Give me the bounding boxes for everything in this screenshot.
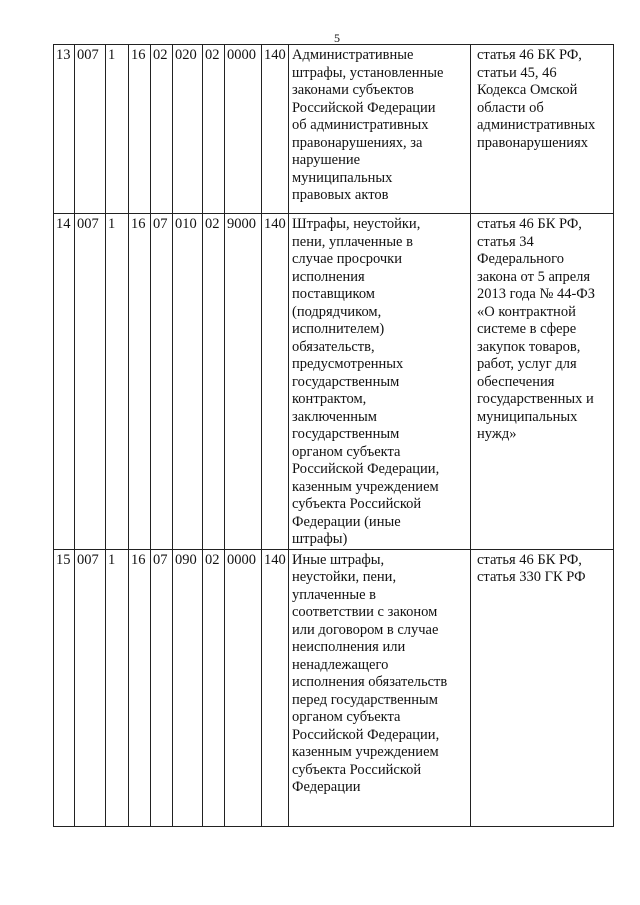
code-classification: 140 — [262, 549, 289, 826]
row-number: 13 — [54, 45, 75, 214]
code-group: 1 — [106, 549, 129, 826]
page-number: 5 — [334, 31, 340, 45]
row-number: 14 — [54, 214, 75, 550]
code-group: 1 — [106, 45, 129, 214]
code-subgroup: 16 — [129, 549, 151, 826]
table-row — [54, 214, 614, 550]
code-classification: 140 — [262, 214, 289, 550]
revenue-description: Штрафы, неустойки, пени, уплаченные в случае просрочки исполнения поставщиком (подрядчиком, исполнителем) обязательств, предусмотренных государственным контрактом, заключенным государственным органом субъекта Российской Федерации, казенным учреждением субъекта Российской Федерации (иные штрафы) — [289, 214, 471, 550]
code-subarticle: 010 — [173, 214, 203, 550]
table-row — [54, 45, 614, 214]
code-article: 02 — [151, 45, 173, 214]
admin-code: 007 — [75, 549, 106, 826]
revenue-description: Иные штрафы, неустойки, пени, уплаченные в соответствии с законом или договором в случае неисполнения или ненадлежащего исполнения обязательств перед государственным органом субъекта Российской Федерации, казенным учреждением субъекта Российской Федерации — [289, 549, 471, 826]
code-program: 9000 — [225, 214, 262, 550]
legal-basis: статья 46 БК РФ, статьи 45, 46 Кодекса Омской области об административных правонарушениях — [471, 45, 614, 214]
code-element: 02 — [203, 214, 225, 550]
admin-code: 007 — [75, 214, 106, 550]
code-program: 0000 — [225, 549, 262, 826]
code-element: 02 — [203, 549, 225, 826]
code-article: 07 — [151, 214, 173, 550]
code-element: 02 — [203, 45, 225, 214]
code-program: 0000 — [225, 45, 262, 214]
code-article: 07 — [151, 549, 173, 826]
code-subgroup: 16 — [129, 214, 151, 550]
row-number: 15 — [54, 549, 75, 826]
code-group: 1 — [106, 214, 129, 550]
code-subgroup: 16 — [129, 45, 151, 214]
revenue-codes-table — [53, 44, 614, 827]
code-subarticle: 020 — [173, 45, 203, 214]
legal-basis: статья 46 БК РФ, статья 330 ГК РФ — [471, 549, 614, 826]
table-row — [54, 549, 614, 826]
legal-basis: статья 46 БК РФ, статья 34 Федерального закона от 5 апреля 2013 года № 44-ФЗ «О контрактной системе в сфере закупок товаров, работ, услуг для обеспечения государственных и муниципальных нужд» — [471, 214, 614, 550]
admin-code: 007 — [75, 45, 106, 214]
revenue-description: Административные штрафы, установленные законами субъектов Российской Федерации об административных правонарушениях, за нарушение муниципальных правовых актов — [289, 45, 471, 214]
code-subarticle: 090 — [173, 549, 203, 826]
code-classification: 140 — [262, 45, 289, 214]
